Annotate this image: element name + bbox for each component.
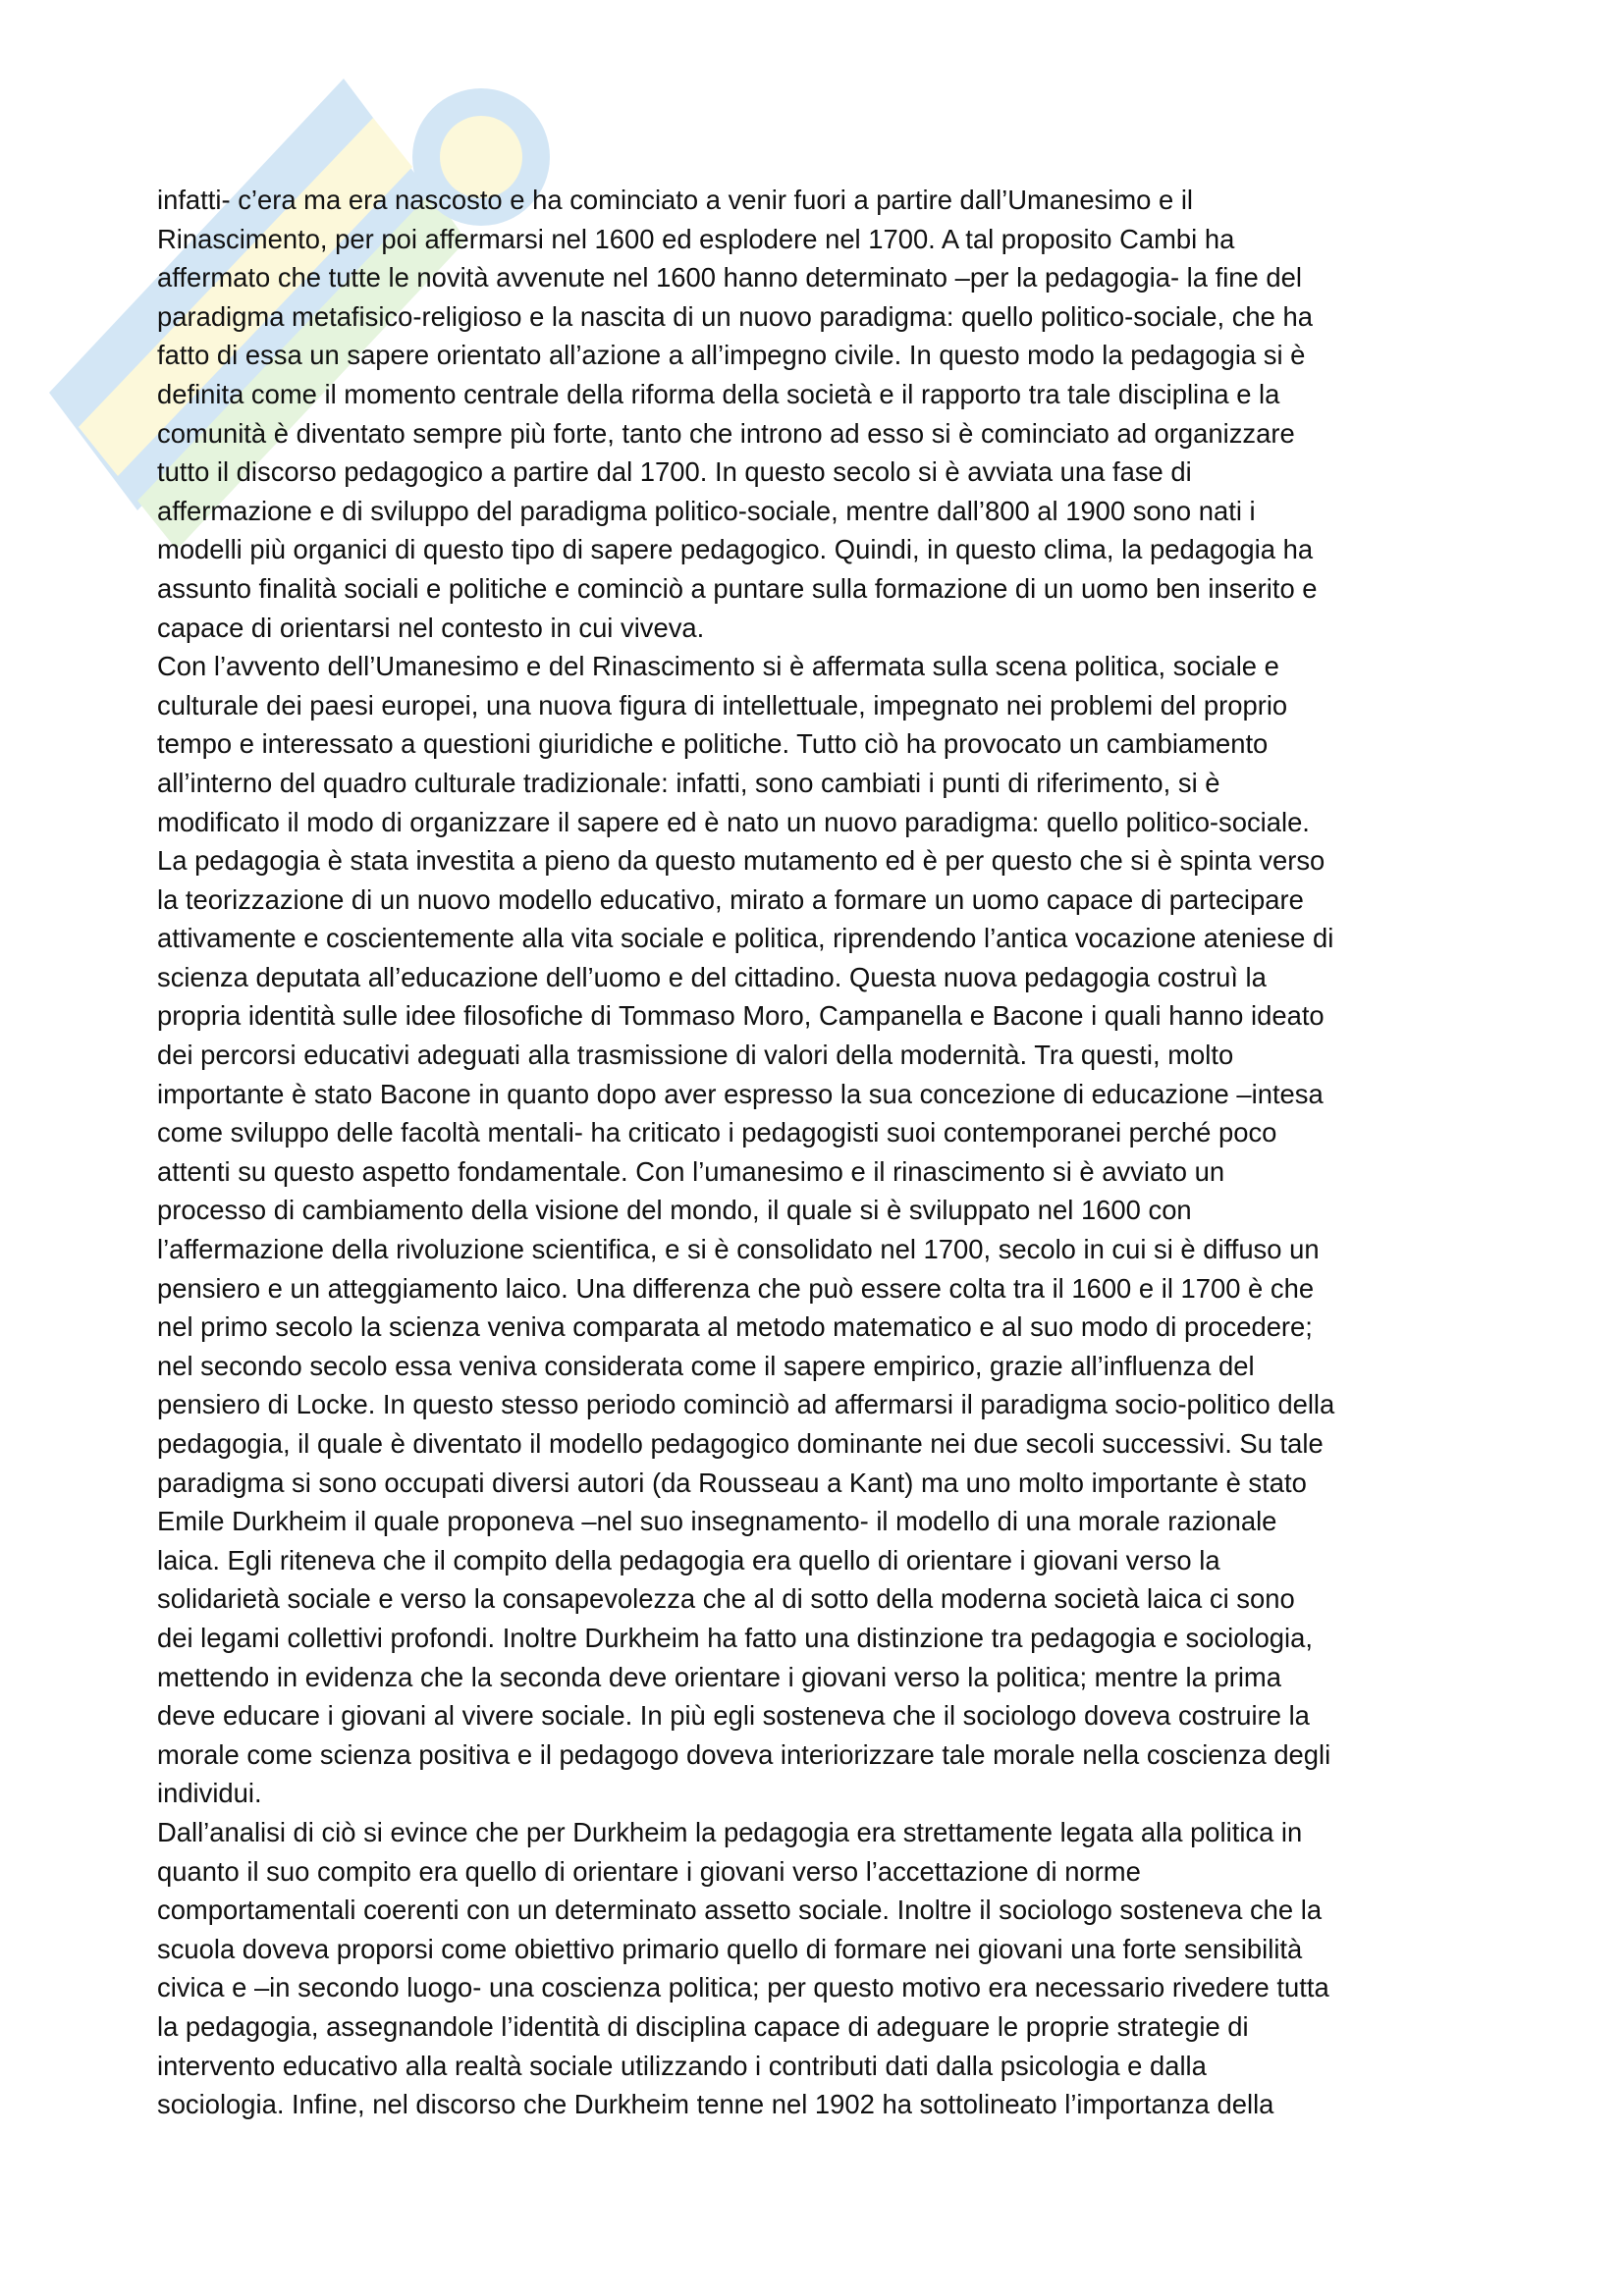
text-line: civica e –in secondo luogo- una coscienza politica; per questo motivo era necessario rivedere tutta: [157, 1972, 1329, 2003]
text-line: sociologia. Infine, nel discorso che Durkheim tenne nel 1902 ha sottolineato l’importanza della: [157, 2089, 1274, 2120]
text-line: laica. Egli riteneva che il compito della pedagogia era quello di orientare i giovani verso la: [157, 1544, 1220, 1575]
text-line: nel secondo secolo essa veniva considerata come il sapere empirico, grazie all’influenza del: [157, 1350, 1255, 1381]
text-line: dei legami collettivi profondi. Inoltre Durkheim ha fatto una distinzione tra pedagogia e sociologia,: [157, 1622, 1313, 1653]
text-line: modelli più organici di questo tipo di sapere pedagogico. Quindi, in questo clima, la pedagogia ha: [157, 534, 1314, 565]
text-line: processo di cambiamento della visione del mondo, il quale si è sviluppato nel 1600 con: [157, 1195, 1192, 1226]
body-text: [157, 181, 1483, 2124]
text-line: scienza deputata all’educazione dell’uomo e del cittadino. Questa nuova pedagogia costruì la: [157, 961, 1267, 992]
text-line: Dall’analisi di ciò si evince che per Durkheim la pedagogia era strettamente legata alla politica in: [157, 1816, 1303, 1847]
text-line: affermato che tutte le novità avvenute nel 1600 hanno determinato –per la pedagogia- la fine del: [157, 262, 1302, 294]
text-line: attenti su questo aspetto fondamentale. Con l’umanesimo e il rinascimento si è avviato un: [157, 1155, 1225, 1187]
text-line: tutto il discorso pedagogico a partire dal 1700. In questo secolo si è avviata una fase di: [157, 456, 1192, 488]
text-line: nel primo secolo la scienza veniva comparata al metodo matematico e al suo modo di procedere;: [157, 1311, 1313, 1343]
text-line: paradigma metafisico-religioso e la nascita di un nuovo paradigma: quello politico-sociale, che ha: [157, 300, 1313, 332]
text-line: solidarietà sociale e verso la consapevolezza che al di sotto della moderna società laica ci sono: [157, 1583, 1295, 1615]
text-line: Con l’avvento dell’Umanesimo e del Rinascimento si è affermata sulla scena politica, sociale e: [157, 651, 1279, 682]
text-line: propria identità sulle idee filosofiche di Tommaso Moro, Campanella e Bacone i quali hanno ideato: [157, 1000, 1325, 1032]
text-line: modificato il modo di organizzare il sapere ed è nato un nuovo paradigma: quello politico-sociale.: [157, 806, 1310, 837]
text-line: tempo e interessato a questioni giuridiche e politiche. Tutto ciò ha provocato un cambiamento: [157, 728, 1269, 760]
text-line: l’affermazione della rivoluzione scientifica, e si è consolidato nel 1700, secolo in cui si è diffuso un: [157, 1234, 1320, 1265]
text-line: pensiero di Locke. In questo stesso periodo cominciò ad affermarsi il paradigma socio-politico della: [157, 1389, 1335, 1420]
text-line: attivamente e coscientemente alla vita sociale e politica, riprendendo l’antica vocazione ateniese di: [157, 923, 1334, 954]
text-line: paradigma si sono occupati diversi autori (da Rousseau a Kant) ma uno molto importante è stato: [157, 1467, 1307, 1498]
text-line: deve educare i giovani al vivere sociale. In più egli sosteneva che il sociologo doveva costruire la: [157, 1700, 1310, 1732]
text-line: comunità è diventato sempre più forte, tanto che introno ad esso si è cominciato ad organizzare: [157, 417, 1295, 449]
text-line: Rinascimento, per poi affermarsi nel 1600 ed esplodere nel 1700. A tal proposito Cambi ha: [157, 223, 1235, 254]
text-line: intervento educativo alla realtà sociale utilizzando i contributi dati dalla psicologia e dalla: [157, 2050, 1207, 2081]
text-line: pedagogia, il quale è diventato il modello pedagogico dominante nei due secoli successivi. Su tale: [157, 1428, 1324, 1459]
text-line: all’interno del quadro culturale tradizionale: infatti, sono cambiati i punti di riferimento, si è: [157, 767, 1220, 798]
text-line: dei percorsi educativi adeguati alla trasmissione di valori della modernità. Tra questi, molto: [157, 1040, 1234, 1071]
text-line: assunto finalità sociali e politiche e cominciò a puntare sulla formazione di un uomo ben inserito e: [157, 572, 1318, 604]
text-line: fatto di essa un sapere orientato all’azione a all’impegno civile. In questo modo la pedagogia si è: [157, 340, 1306, 371]
text-line: La pedagogia è stata investita a pieno da questo mutamento ed è per questo che si è spinta verso: [157, 845, 1325, 877]
text-line: comportamentali coerenti con un determinato assetto sociale. Inoltre il sociologo sosteneva che la: [157, 1895, 1323, 1926]
text-line: la teorizzazione di un nuovo modello educativo, mirato a formare un uomo capace di partecipare: [157, 883, 1304, 915]
text-line: morale come scienza positiva e il pedagogo doveva interiorizzare tale morale nella coscienza degli: [157, 1738, 1331, 1770]
text-line: capace di orientarsi nel contesto in cui viveva.: [157, 612, 705, 643]
text-line: affermazione e di sviluppo del paradigma politico-sociale, mentre dall’800 al 1900 sono nati i: [157, 495, 1256, 526]
text-line: Emile Durkheim il quale proponeva –nel suo insegnamento- il modello di una morale razionale: [157, 1506, 1277, 1537]
text-line: culturale dei paesi europei, una nuova figura di intellettuale, impegnato nei problemi del proprio: [157, 689, 1288, 721]
text-line: individui.: [157, 1778, 262, 1809]
text-line: infatti- c’era ma era nascosto e ha cominciato a venir fuori a partire dall’Umanesimo e il: [157, 185, 1194, 215]
text-line: scuola doveva proporsi come obiettivo primario quello di formare nei giovani una forte sensibilità: [157, 1933, 1303, 1964]
text-line: mettendo in evidenza che la seconda deve orientare i giovani verso la politica; mentre la prima: [157, 1661, 1281, 1692]
text-line: definita come il momento centrale della riforma della società e il rapporto tra tale disciplina e la: [157, 378, 1280, 409]
text-line: la pedagogia, assegnandole l’identità di disciplina capace di adeguare le proprie strategie di: [157, 2010, 1249, 2042]
text-line: importante è stato Bacone in quanto dopo aver espresso la sua concezione di educazione –intesa: [157, 1078, 1324, 1109]
text-line: quanto il suo compito era quello di orientare i giovani verso l’accettazione di norme: [157, 1855, 1141, 1887]
text-line: come sviluppo delle facoltà mentali- ha criticato i pedagogisti suoi contemporanei perché poco: [157, 1117, 1277, 1148]
text-line: pensiero e un atteggiamento laico. Una differenza che può essere colta tra il 1600 e il 1700 è che: [157, 1272, 1315, 1304]
